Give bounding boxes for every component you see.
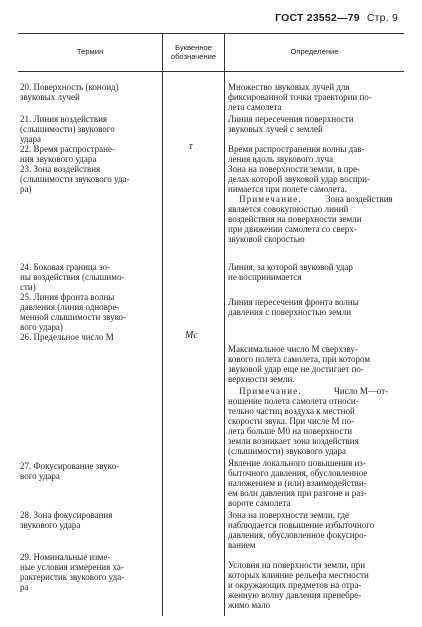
note-23-line: при движении самолета со сверх- — [228, 224, 357, 234]
term-24-line: сти) — [20, 282, 36, 292]
definition-20-line: фиксированной точки траектории по- — [228, 92, 372, 102]
definition-23-line: нимается при полете самолета. — [228, 184, 347, 194]
definition-27-line: вороте самолета — [228, 498, 291, 508]
term-24-line: ны воздействия (слышимо- — [20, 272, 125, 282]
definition-25-line: давления с поверхностью земли — [228, 307, 352, 317]
definition-20-line: Множество звуковых лучей для — [228, 82, 350, 92]
note-26-line: (слышимости) звукового удара — [228, 446, 347, 456]
note-26-line: Число M—от- — [334, 386, 389, 396]
column-divider — [224, 34, 225, 616]
term-25-line: менной слышимости звуко- — [20, 312, 126, 322]
definition-24-line: Линия, за которой звуковой удар — [228, 262, 353, 272]
note-label: Примечание. — [239, 386, 302, 396]
symbol-tau: τ — [189, 141, 193, 152]
definition-25-line: Линия пересечения фронта волны — [228, 297, 359, 307]
definition-22-line: ления вдоль звукового луча — [228, 154, 334, 164]
definition-27-line: Явление локального повышения из- — [228, 458, 366, 468]
note-23-line: Зона воздействия — [326, 194, 393, 204]
note-23-line: воздействия на поверхности земли — [228, 214, 362, 224]
term-20-line: звуковых лучей — [20, 92, 80, 102]
definition-27-line: быточного давления, обусловленное — [228, 468, 368, 478]
definition-20-line: лета самолета — [228, 102, 282, 112]
page-number: Стр. 9 — [366, 12, 398, 24]
definition-29-line: которых влияние рельефа местности — [228, 570, 369, 580]
term-27-line: вого удара — [20, 471, 60, 481]
definition-27-line: наложением и (или) взаимодействи- — [228, 478, 367, 488]
term-23-line: ра) — [20, 184, 32, 194]
definition-26-line: Максимальное число M сверхзву- — [228, 344, 358, 354]
term-29-line: 29. Номинальные изме- — [20, 552, 111, 562]
note-26-line: тельно частиц воздуха к местной — [228, 406, 355, 416]
term-22-line: 22. Время распростране- — [20, 144, 115, 154]
note-26-line: скорости звука. При числе M по- — [228, 416, 355, 426]
definition-29-line: Условия на поверхности земли, при — [228, 560, 366, 570]
term-29-line: рактеристик звукового уда- — [20, 572, 125, 582]
note-26-line: ношение полета самолета относи- — [228, 396, 359, 406]
terms-table — [18, 33, 404, 616]
note-23-line: является совокупностью линий — [228, 204, 349, 214]
term-20-line: 20. Поверхность (коноид) — [20, 82, 119, 92]
column-header-term: Термин — [76, 47, 104, 57]
term-21-line: (слышимости) звукового — [20, 124, 115, 134]
definition-28-line: давления, обусловленное фокусиро- — [228, 530, 367, 540]
definition-24-line: не воспринимается — [228, 272, 302, 282]
column-header-symbol: Буквенное обозначение — [170, 43, 217, 61]
term-27-line: 27. Фокусирование звуко- — [20, 461, 120, 471]
term-28-line: звукового удара — [20, 520, 81, 530]
definition-26-line: верхности земли. — [228, 374, 295, 384]
term-25-line: вого удара) — [20, 322, 63, 332]
note-26-line: земли возникает зона воздействия — [228, 436, 359, 446]
definition-21-line: звуковых лучей с землей — [228, 124, 323, 134]
definition-28-line: Зона на поверхности земли, где — [228, 510, 350, 520]
term-25-line: давления (линия одновре- — [20, 302, 120, 312]
note-23-line: звуковой скоростью — [228, 234, 305, 244]
definition-29-line: и окружающих предметов на отра- — [228, 580, 362, 590]
definition-28-line: ванием — [228, 540, 256, 550]
definition-29-line: жимо мало — [228, 600, 271, 610]
definition-22-line: Время распространения волны дав- — [228, 144, 365, 154]
header-divider — [18, 71, 404, 72]
column-divider — [162, 34, 163, 616]
term-28-line: 28. Зона фокусирования — [20, 510, 113, 520]
column-header-definition: Определение — [290, 47, 339, 57]
definition-26-line: кового полета самолета, при котором — [228, 354, 371, 364]
term-23-line: 23. Зона воздействия — [20, 164, 101, 174]
term-21-line: 21. Линия воздействия — [20, 114, 108, 124]
definition-27-line: ем волн давления при разгоне и раз- — [228, 488, 367, 498]
definition-26-line: звуковой удар еще не достигает по- — [228, 364, 364, 374]
term-23-line: (слышимости звукового уда- — [20, 174, 130, 184]
term-21-line: удара — [20, 134, 42, 144]
definition-29-line: женную волну давления пренебре- — [228, 590, 362, 600]
definition-23-line: Зона на поверхности земли, в пре- — [228, 164, 361, 174]
term-25-line: 25. Линия фронта волны — [20, 292, 115, 302]
term-24-line: 24. Боковая граница зо- — [20, 262, 110, 272]
symbol-mc: Mc — [185, 330, 198, 341]
definition-28-line: наблюдается повышение избыточного — [228, 520, 375, 530]
term-29-line: ра — [20, 582, 29, 592]
note-label: Примечание. — [239, 194, 302, 204]
term-26-line: 26. Предельное число M — [20, 332, 114, 342]
definition-23-line: делах которой звуковой удар воспри- — [228, 174, 370, 184]
standard-number: ГОСТ 23552—79 — [275, 12, 360, 24]
term-29-line: ные условия измерения ха- — [20, 562, 124, 572]
definition-21-line: Линия пересечения поверхности — [228, 114, 354, 124]
note-26-line: лета больше M0 на поверхности — [228, 426, 353, 436]
term-22-line: ния звукового удара — [20, 154, 97, 164]
page-header — [275, 12, 398, 24]
